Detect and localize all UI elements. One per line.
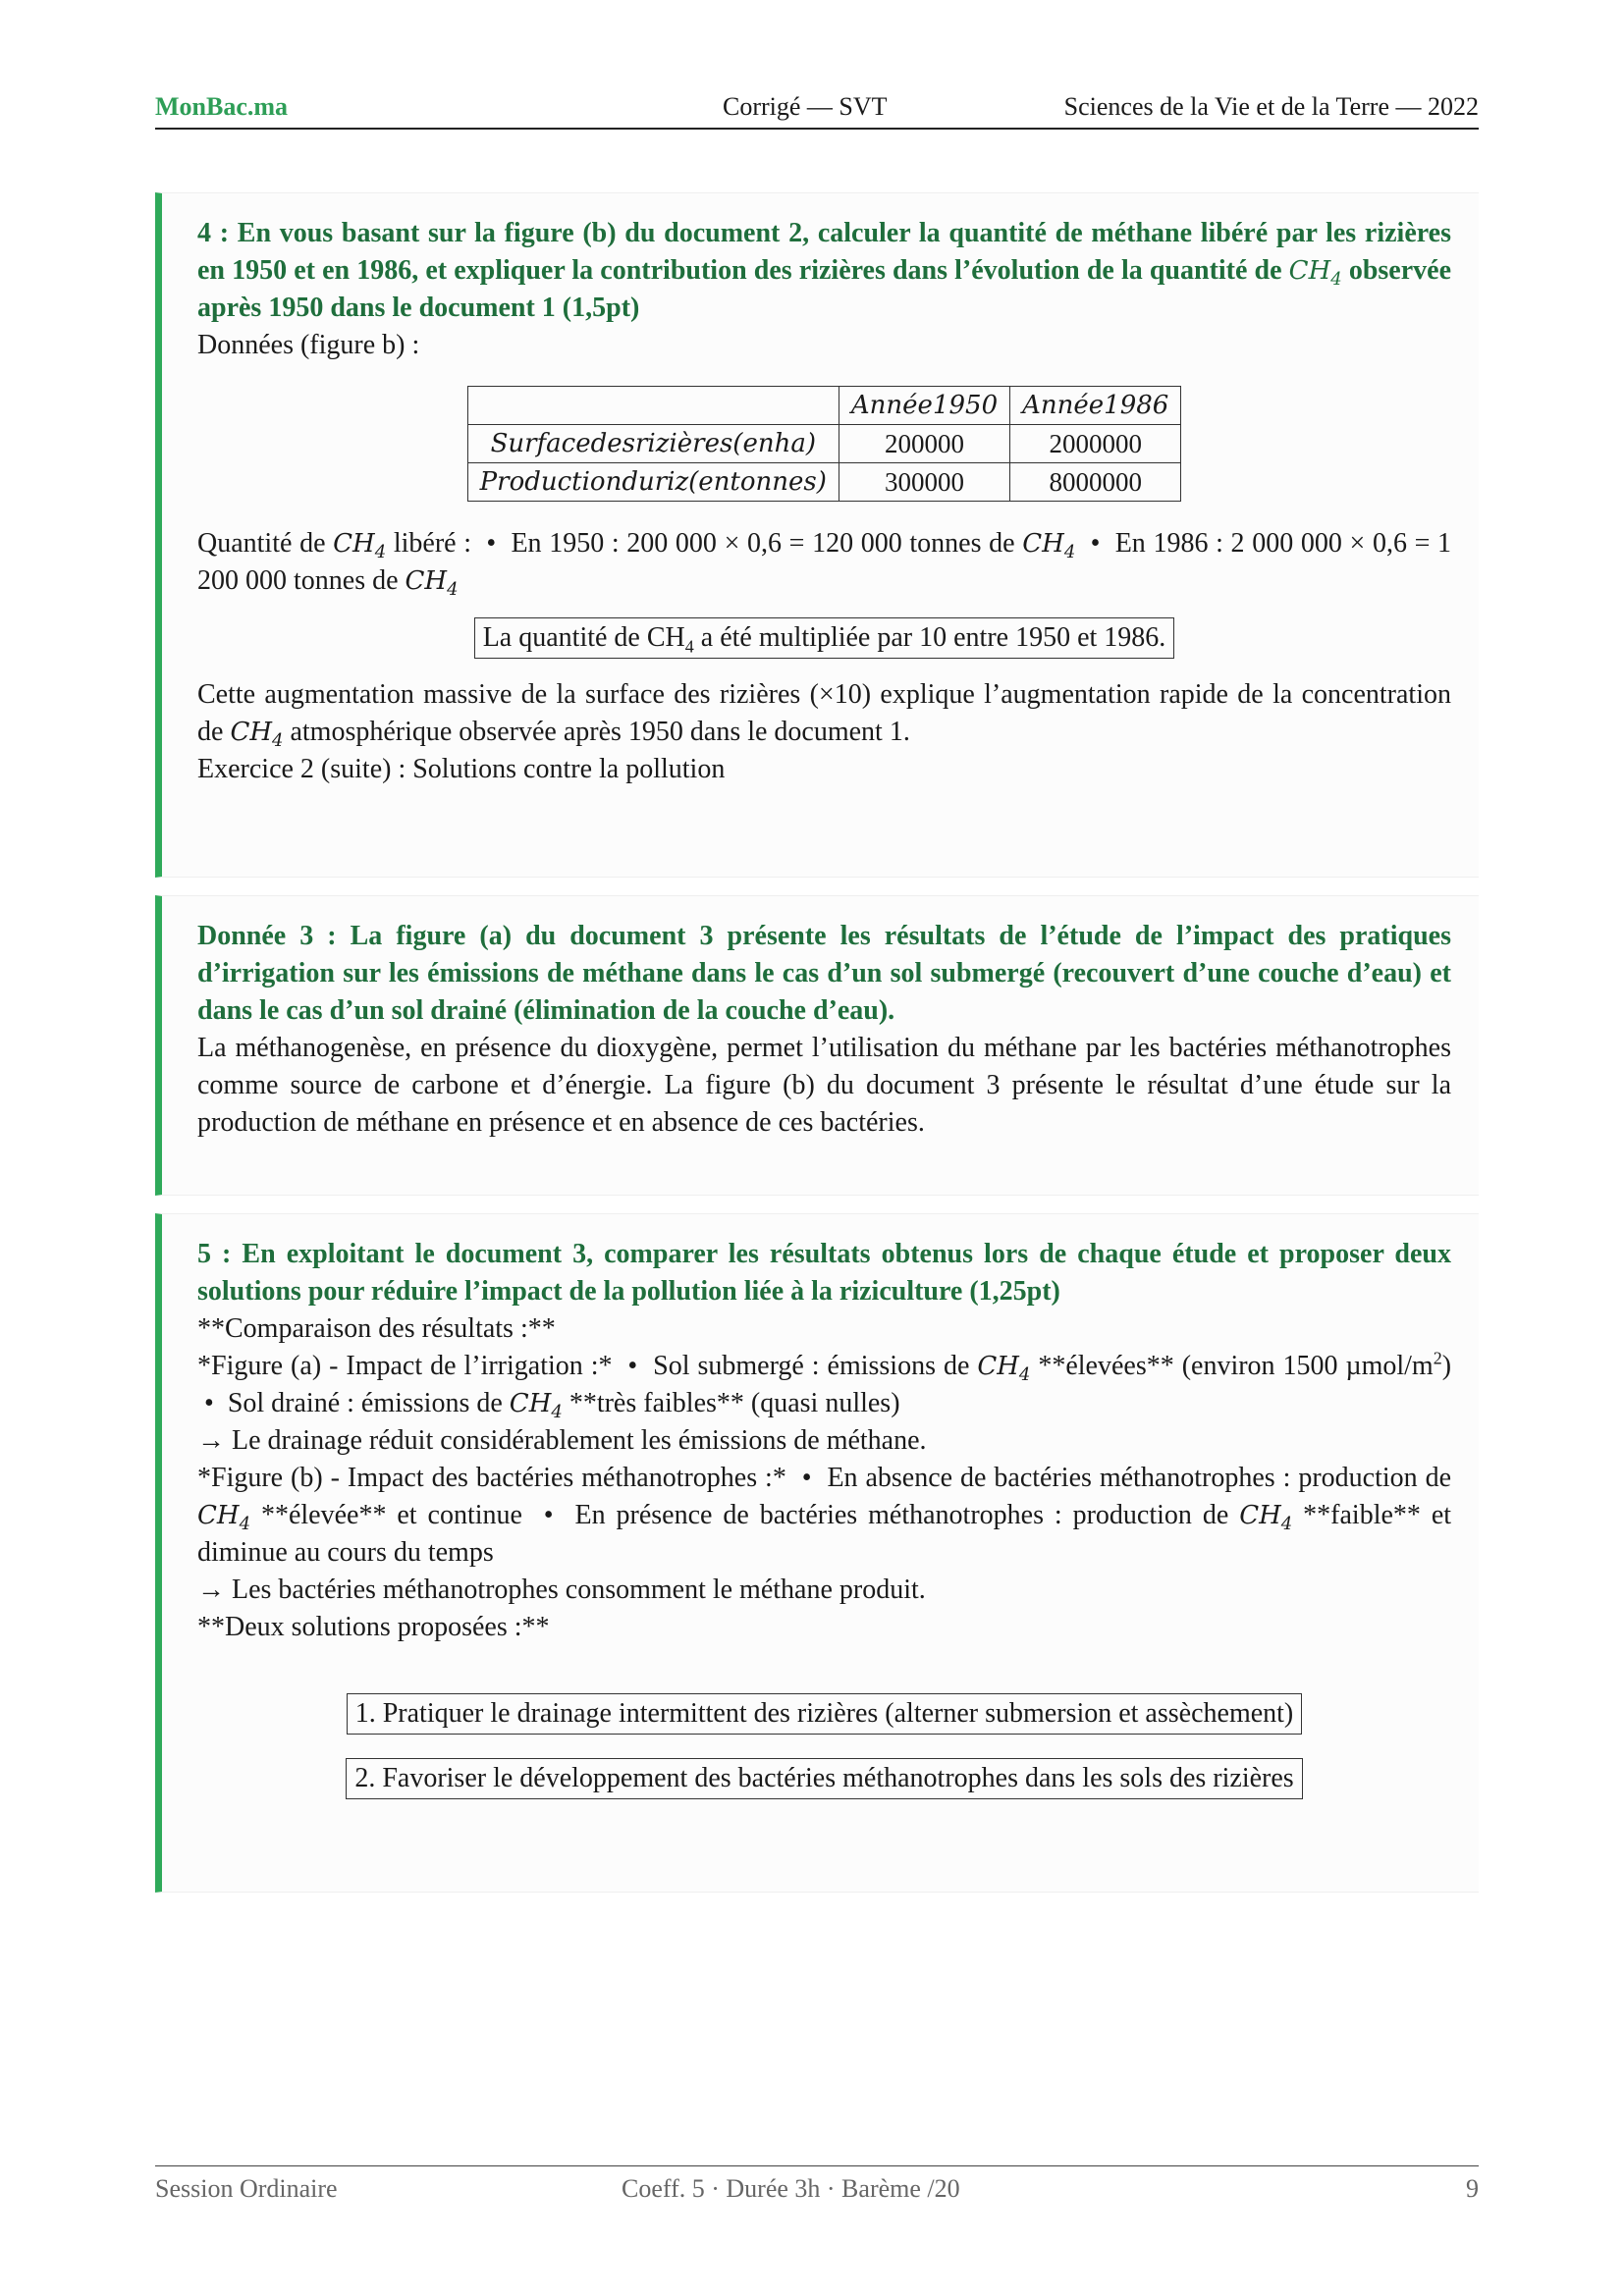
calculation-text: Quantité de $CH_4$ libéré : • En 1950 : 200 000 × 0,6 = 120 000 tonnes de $CH_4$ • En 1986 : 2 000 000 × 0,6 = 1 200 000 tonnes de $CH_4$ — [197, 528, 1452, 601]
bullet-icon: • — [793, 1463, 820, 1493]
question-5-box — [155, 1213, 1479, 1893]
table-row — [467, 463, 1181, 502]
bacteria-conclusion: → Les bactéries méthanotrophes consomment le méthane produit. — [197, 1575, 926, 1605]
table-col-header: Année1986 — [1010, 387, 1181, 425]
footer-info: Coeff. 5 · Durée 3h · Barème /20 — [622, 2174, 960, 2203]
donnee-3-body: La méthanogenèse, en présence du dioxygène, permet l’utilisation du méthane par les bactéries méthanotrophes comme source de carbone et d’énergie. La figure (b) du document 3 présente le résultat d’une étude sur la production de méthane en présence et en absence de ces bactéries. — [197, 1033, 1451, 1138]
table-cell: 2000000 — [1010, 425, 1181, 463]
table-cell: 300000 — [839, 463, 1009, 502]
bullet-icon: • — [478, 528, 504, 559]
table-header-row — [467, 387, 1181, 425]
table-corner — [467, 387, 839, 425]
table-row-label: Surfacedesrizières(enha) — [467, 425, 839, 463]
solution-1-box: 1. Pratiquer le drainage intermittent des rizières (alterner submersion et assèchement) — [197, 1693, 1451, 1735]
table-row-label: Productionduriz(entonnes) — [467, 463, 839, 502]
solutions-heading: **Deux solutions proposées :** — [197, 1612, 550, 1642]
brand-logo-text: MonBac.ma — [155, 92, 289, 121]
table-row — [467, 425, 1181, 463]
question-5-title: 5 : En exploitant le document 3, comparer les résultats obtenus lors de chaque étude et proposer deux solutions pour réduire l’impact de la pollution liée à la riziculture (1,25pt) — [197, 1239, 1451, 1307]
data-table — [467, 386, 1182, 502]
figure-b-text: *Figure (b) - Impact des bactéries méthanotrophes :* • En absence de bactéries méthanotrophes : production de $CH_4$ **élevée** et continue • En présence de bactéries méthanotrophes : production de $CH_4$ **faible** et diminue au cours du temps — [197, 1463, 1452, 1568]
solution-2-box: 2. Favoriser le développement des bactéries méthanotrophes dans les sols des rizières — [197, 1758, 1451, 1799]
comparison-heading: **Comparaison des résultats :** — [197, 1313, 556, 1344]
donnee-3-title: Donnée 3 : La figure (a) du document 3 présente les résultats de l’étude de l’impact des pratiques d’irrigation sur les émissions de méthane dans le cas d’un sol submergé (recouvert d’une couche d’eau) et dans le cas d’un sol drainé (élimination de la couche d’eau). — [197, 921, 1451, 1026]
bullet-icon: • — [532, 1500, 565, 1530]
page-number: 9 — [1466, 2174, 1479, 2203]
exercise-line: Exercice 2 (suite) : Solutions contre la pollution — [197, 754, 726, 784]
question-4-title: 4 : En vous basant sur la figure (b) du document 2, calculer la quantité de méthane libéré par les rizières en 1950 et en 1986, et expliquer la contribution des rizières dans l’évolution de la quantité de $CH_4$ observée après 1950 dans le document 1 (1,5pt) — [197, 218, 1452, 323]
header-title: Sciences de la Vie et de la Terre — 2022 — [1063, 92, 1479, 121]
header-subject: Corrigé — SVT — [723, 92, 888, 121]
footer-session: Session Ordinaire — [155, 2174, 338, 2203]
page-header — [155, 92, 1479, 130]
table-cell: 200000 — [839, 425, 1009, 463]
ch4-formula: $CH_4$ — [1288, 256, 1342, 291]
page-footer — [155, 2165, 1479, 2206]
figure-a-text: *Figure (a) - Impact de l’irrigation :* • Sol submergé : émissions de $CH_4$ **élevées** (environ 1500 µmol/$m^2$) • Sol drainé : émissions de $CH_4$ **très faibles** (quasi nulles) — [197, 1348, 1452, 1423]
table-col-header: Année1950 — [839, 387, 1009, 425]
drainage-conclusion: → Le drainage réduit considérablement les émissions de méthane. — [197, 1425, 927, 1456]
bullet-icon: • — [1082, 528, 1109, 559]
question-4-box — [155, 192, 1479, 878]
donnee-3-box — [155, 895, 1479, 1196]
bullet-icon: • — [197, 1388, 221, 1418]
table-cell: 8000000 — [1010, 463, 1181, 502]
bullet-icon: • — [620, 1351, 646, 1381]
result-box: La quantité de $CH_4$ a été multipliée par 10 entre 1950 et 1986. — [197, 617, 1451, 659]
donnees-label: Données (figure b) : — [197, 330, 420, 360]
explanation-text: Cette augmentation massive de la surface des rizières (×10) explique l’augmentation rapide de la concentration de $CH_4$ atmosphérique observée après 1950 dans le document 1. — [197, 679, 1451, 752]
